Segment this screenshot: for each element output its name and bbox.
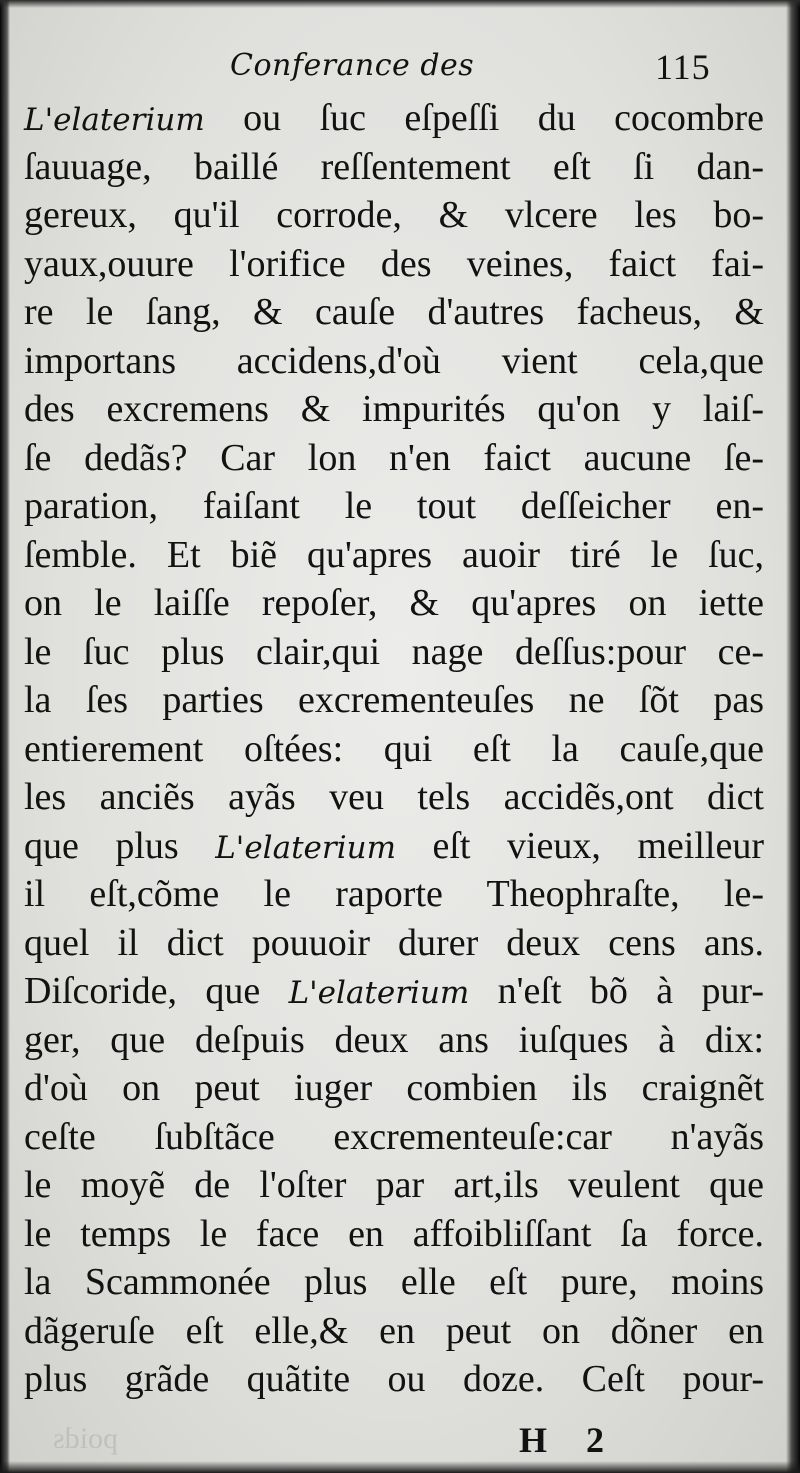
scan-edge-right xyxy=(786,0,800,1473)
text-line xyxy=(24,434,764,483)
text-line xyxy=(24,337,764,386)
text-line xyxy=(24,1016,764,1065)
text-segment: paration, faiſant le tout deſſeicher en- xyxy=(24,485,764,527)
text-line xyxy=(24,1113,764,1162)
text-line xyxy=(24,1210,764,1259)
text-line xyxy=(24,676,764,725)
scan-edge-bottom xyxy=(0,1461,800,1473)
text-line xyxy=(24,1064,764,1113)
text-line xyxy=(24,531,764,580)
text-segment: le moyẽ de l'oſter par art,ils veulent que xyxy=(24,1164,764,1206)
text-segment: gereux, qu'il corrode, & vlcere les bo- xyxy=(24,194,764,236)
text-line xyxy=(24,579,764,628)
text-segment: re le ſang, & cauſe d'autres facheus, & xyxy=(24,291,764,333)
scan-edge-left xyxy=(0,0,10,1473)
text-segment: dãgeruſe eſt elle,& en peut on dõner en xyxy=(24,1309,764,1352)
text-line xyxy=(24,143,764,192)
text-line xyxy=(24,288,764,337)
text-segment: que plus xyxy=(24,824,216,867)
text-segment: quel il dict pouuoir durer deux cens ans. xyxy=(24,921,764,964)
text-line xyxy=(24,773,764,822)
page-number: 115 xyxy=(655,47,711,87)
text-line xyxy=(24,628,764,677)
running-head: Conferance des xyxy=(230,48,475,83)
text-segment: ſemble. Et biẽ qu'apres auoir tiré le ſuc, xyxy=(24,533,764,576)
text-segment: yaux,ouure l'orifice des veines, faict fai- xyxy=(24,242,764,285)
text-segment: la Scammonée plus elle eſt pure, moins xyxy=(24,1261,764,1303)
text-line xyxy=(24,822,764,871)
signature-mark: H 2 xyxy=(519,1420,605,1460)
text-segment: le ſuc plus clair,qui nage deſſus:pour ce- xyxy=(24,630,764,673)
text-line xyxy=(24,1161,764,1210)
text-segment: ſauuage, baillé reſſentement eſt ſi dan- xyxy=(24,145,764,188)
text-line xyxy=(24,919,764,968)
italic-term: L'elaterium xyxy=(24,102,205,138)
scan-edge-top xyxy=(0,0,800,8)
text-line xyxy=(24,1355,764,1404)
bleed-through-text: poids xyxy=(53,1422,119,1455)
text-line xyxy=(24,725,764,774)
text-segment: entierement oſtées: qui eſt la cauſe,que xyxy=(24,727,764,770)
text-line xyxy=(24,870,764,919)
text-line xyxy=(24,1258,764,1307)
text-line xyxy=(24,385,764,434)
body-text xyxy=(24,94,764,1404)
text-segment: des excremens & impurités qu'on y laiſ- xyxy=(24,388,764,430)
text-segment: il eſt,cõme le raporte Theophraſte, le- xyxy=(24,873,764,915)
text-segment: ger, que deſpuis deux ans iuſques à dix: xyxy=(24,1018,764,1061)
text-line xyxy=(24,240,764,289)
text-segment: les anciẽs ayãs veu tels accidẽs,ont dict xyxy=(24,776,764,818)
text-segment: ſe dedãs? Car lon n'en faict aucune ſe- xyxy=(24,436,764,479)
text-segment: plus grãde quãtite ou doze. Ceſt pour- xyxy=(24,1358,764,1400)
italic-term: L'elaterium xyxy=(288,975,470,1011)
text-line xyxy=(24,482,764,531)
text-segment: d'où on peut iuger combien ils craignẽt xyxy=(24,1067,764,1109)
text-segment: importans accidens,d'où vient cela,que xyxy=(24,339,764,382)
text-segment: Diſcoride, que xyxy=(24,970,289,1012)
text-line xyxy=(24,94,764,143)
italic-term: L'elaterium xyxy=(215,829,396,866)
text-segment: n'eſt bõ à pur- xyxy=(469,970,764,1012)
text-segment: eſt vieux, meilleur xyxy=(395,824,764,867)
text-line xyxy=(24,967,764,1016)
text-line xyxy=(24,191,764,240)
text-segment: la ſes parties excrementeuſes ne ſõt pas xyxy=(24,679,764,721)
text-segment: on le laiſſe repoſer, & qu'apres on iette xyxy=(24,582,764,624)
text-segment: ceſte ſubſtãce excrementeuſe:car n'ayãs xyxy=(24,1115,764,1158)
text-segment: ou ſuc eſpeſſi du cocombre xyxy=(204,97,764,139)
text-segment: le temps le face en affoibliſſant ſa force. xyxy=(24,1212,764,1255)
text-line xyxy=(24,1307,764,1356)
